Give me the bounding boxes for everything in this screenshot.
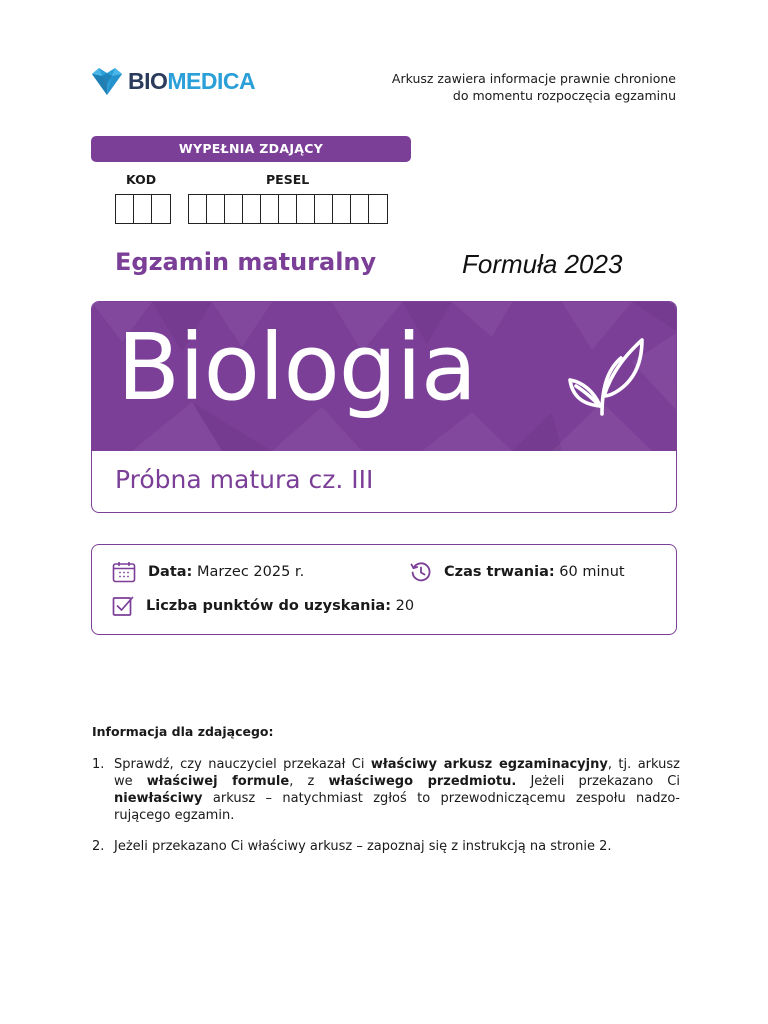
calendar-icon — [112, 561, 136, 583]
text-run: Jeżeli przekazano Ci — [516, 774, 680, 789]
instruction-item-2 — [92, 838, 680, 855]
pesel-input-boxes[interactable] — [188, 194, 388, 224]
instruction-item-1 — [92, 756, 680, 824]
instruction-text — [114, 756, 680, 824]
text-run: arkusz – natychmiast zgłoś to przewodniczącemu zespołu nadzorującego egzamin. — [114, 791, 680, 823]
instructions-list — [92, 756, 680, 869]
pesel-cell[interactable] — [351, 195, 369, 223]
pesel-cell[interactable] — [369, 195, 387, 223]
legal-notice — [392, 70, 676, 104]
text-run: Sprawdź, czy nauczyciel przekazał Ci — [114, 757, 371, 772]
pesel-cell[interactable] — [279, 195, 297, 223]
subject-card — [91, 301, 677, 513]
date-label: Data: — [148, 564, 193, 580]
pesel-cell[interactable] — [189, 195, 207, 223]
legal-line-2: do momentu rozpoczęcia egzaminu — [452, 88, 676, 103]
instruction-number: 1. — [92, 757, 105, 772]
date-value: Marzec 2025 r. — [196, 564, 305, 580]
kod-cell[interactable] — [134, 195, 152, 223]
subject-name: Biologia — [117, 314, 477, 421]
sprout-leaf-icon — [566, 336, 646, 418]
instruction-text: Jeżeli przekazano Ci właściwy arkusz – zapoznaj się z instrukcją na stronie 2. — [114, 839, 612, 854]
text-run-bold: właściwej formule — [146, 774, 290, 789]
text-run: , tj. arkusz we — [114, 757, 680, 789]
kod-cell[interactable] — [152, 195, 170, 223]
kod-cell[interactable] — [116, 195, 134, 223]
logo-text-medica: MEDICA — [167, 67, 256, 94]
pesel-cell[interactable] — [243, 195, 261, 223]
exam-details-card — [91, 544, 677, 635]
pesel-cell[interactable] — [207, 195, 225, 223]
exam-formula: Formuła 2023 — [462, 249, 623, 279]
text-run-bold: właściwego przedmiotu. — [328, 774, 517, 789]
points-label: Liczba punktów do uzyskania: — [146, 598, 391, 614]
pesel-label: PESEL — [266, 172, 310, 187]
heart-diamond-logo-icon — [90, 66, 124, 96]
subject-banner — [92, 302, 676, 451]
pesel-cell[interactable] — [261, 195, 279, 223]
text-run-bold: niewłaściwy — [114, 791, 203, 806]
candidate-fill-header: WYPEŁNIA ZDAJĄCY — [91, 136, 411, 162]
exam-title: Egzamin maturalny — [115, 248, 377, 276]
pesel-cell[interactable] — [333, 195, 351, 223]
exam-duration — [410, 561, 625, 583]
kod-input-boxes[interactable] — [115, 194, 171, 224]
duration-label: Czas trwania: — [444, 564, 555, 580]
text-run: , z — [289, 774, 329, 789]
checkbox-check-icon — [112, 595, 134, 617]
subject-subtitle: Próbna matura cz. III — [115, 465, 374, 494]
biomedica-logo — [90, 66, 255, 96]
pesel-cell[interactable] — [297, 195, 315, 223]
pesel-cell[interactable] — [225, 195, 243, 223]
logo-text-bio: BIO — [128, 67, 168, 94]
legal-line-1: Arkusz zawiera informacje prawnie chronione — [391, 71, 676, 86]
instructions-heading: Informacja dla zdającego: — [92, 724, 274, 739]
exam-points — [112, 595, 414, 617]
instruction-number: 2. — [92, 839, 105, 854]
duration-value: 60 minut — [559, 564, 625, 580]
points-value: 20 — [395, 598, 415, 614]
text-run-bold: właściwy arkusz egzaminacyjny — [370, 757, 608, 772]
exam-date — [112, 561, 304, 583]
kod-label: KOD — [126, 172, 157, 187]
clock-history-icon — [410, 561, 432, 583]
pesel-cell[interactable] — [315, 195, 333, 223]
